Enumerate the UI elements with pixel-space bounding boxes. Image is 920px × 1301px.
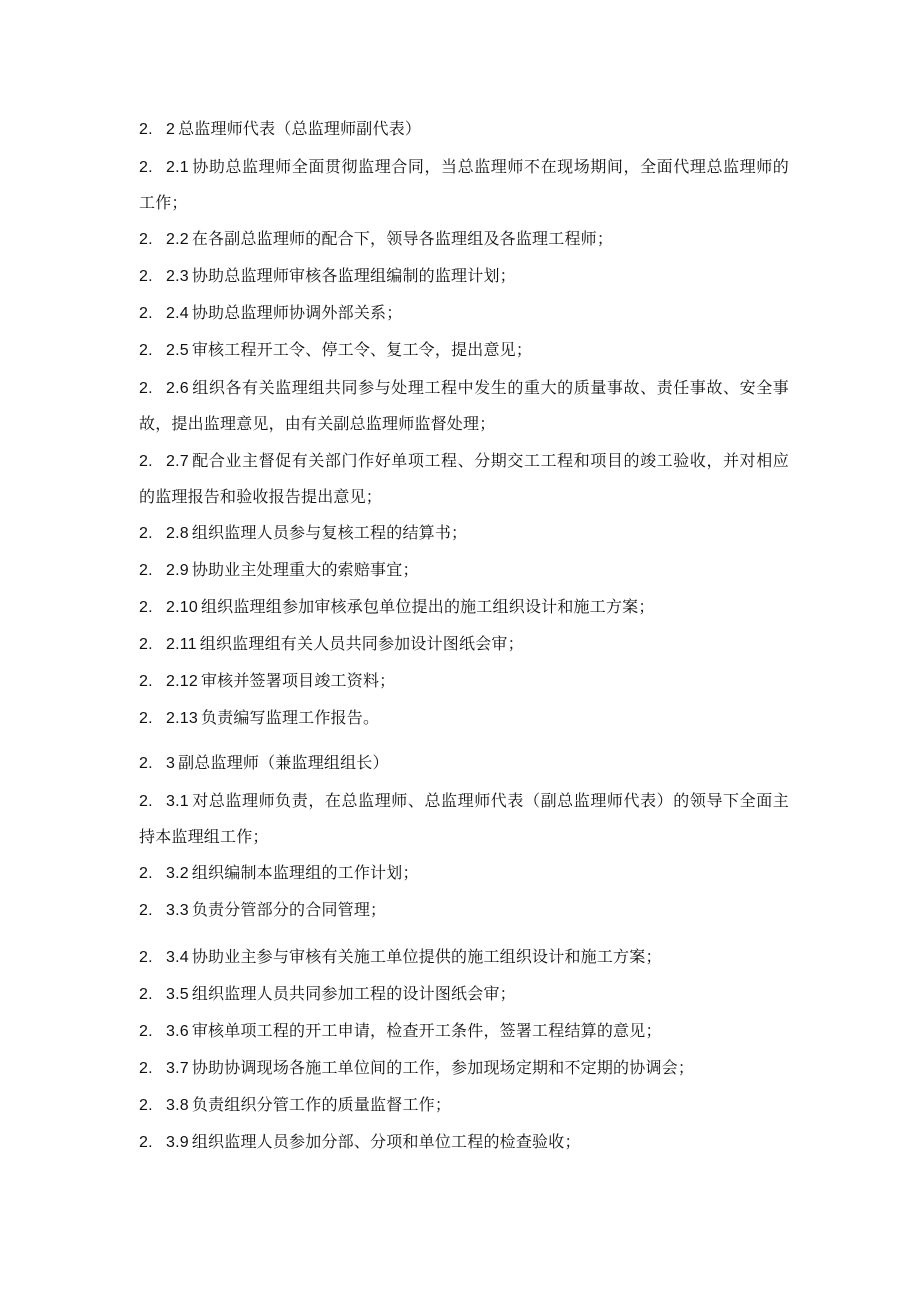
clause-text: 协助总监理师审核各监理组编制的监理计划；: [191, 266, 516, 285]
clause-text: 配合业主督促有关部门作好单项工程、分期交工工程和项目的竣工验收，并对相应的监理报告和验收报告提出意见；: [139, 451, 789, 506]
clause-number: 2.5: [166, 342, 189, 359]
clause-number: 3.8: [166, 1097, 189, 1114]
clause-text: 组织监理人员参加分部、分项和单位工程的检查验收；: [191, 1132, 581, 1151]
clause-number: 3: [166, 755, 176, 772]
clause-prefix: 2.: [139, 121, 153, 138]
clause-2-2-3: [139, 259, 789, 294]
clause-number: 3.5: [166, 986, 189, 1003]
clause-2-3-6: [139, 1014, 789, 1049]
clause-number: 3.6: [166, 1023, 189, 1040]
clause-text: 协助业主处理重大的索赔事宜；: [191, 560, 419, 579]
clause-2-3-2: [139, 856, 789, 891]
clause-number: 3.7: [166, 1060, 189, 1077]
clause-prefix: 2.: [139, 902, 153, 919]
clause-prefix: 2.: [139, 986, 153, 1003]
clause-number: 2.8: [166, 525, 189, 542]
clause-prefix: 2.: [139, 1023, 153, 1040]
clause-prefix: 2.: [139, 1134, 153, 1151]
clause-number: 2.11: [166, 636, 197, 653]
clause-2-3-9: [139, 1125, 789, 1160]
clause-prefix: 2.: [139, 710, 153, 727]
clause-2-3-7: [139, 1051, 789, 1086]
clause-text: 负责组织分管工作的质量监督工作；: [191, 1095, 452, 1114]
clause-text: 协助业主参与审核有关施工单位提供的施工组织设计和施工方案；: [191, 947, 662, 966]
clause-number: 3.9: [166, 1134, 189, 1151]
clause-text: 负责分管部分的合同管理；: [191, 900, 387, 919]
clause-number: 3.1: [166, 793, 189, 810]
section-heading-2-3: [139, 746, 789, 781]
clause-text: 协助总监理师全面贯彻监理合同，当总监理师不在现场期间，全面代理总监理师的工作；: [139, 157, 789, 212]
clause-2-2-13: [139, 701, 789, 736]
clause-prefix: 2.: [139, 599, 153, 616]
clause-text: 对总监理师负责，在总监理师、总监理师代表（副总监理师代表）的领导下全面主持本监理组工作；: [139, 791, 789, 846]
clause-text: 总监理师代表（总监理师副代表）: [178, 119, 422, 138]
clause-prefix: 2.: [139, 305, 153, 322]
clause-prefix: 2.: [139, 268, 153, 285]
clause-prefix: 2.: [139, 453, 153, 470]
clause-number: 3.3: [166, 902, 189, 919]
clause-text: 组织监理组参加审核承包单位提出的施工组织设计和施工方案；: [200, 597, 655, 616]
clause-prefix: 2.: [139, 380, 153, 397]
clause-text: 审核工程开工令、停工令、复工令，提出意见；: [191, 340, 533, 359]
clause-text: 审核并签署项目竣工资料；: [200, 671, 396, 690]
clause-2-2-7: [139, 443, 789, 514]
clause-prefix: 2.: [139, 636, 153, 653]
clause-2-3-4: [139, 940, 789, 975]
clause-text: 协助协调现场各施工单位间的工作，参加现场定期和不定期的协调会；: [191, 1058, 695, 1077]
clause-number: 2.1: [166, 159, 189, 176]
clause-2-3-8: [139, 1088, 789, 1123]
clause-2-2-10: [139, 590, 789, 625]
clause-2-2-4: [139, 296, 789, 331]
clause-number: 2.9: [166, 562, 189, 579]
clause-prefix: 2.: [139, 755, 153, 772]
clause-text: 副总监理师（兼监理组组长）: [178, 753, 389, 772]
clause-text: 协助总监理师协调外部关系；: [191, 303, 403, 322]
clause-number: 2.4: [166, 305, 189, 322]
clause-number: 3.4: [166, 949, 189, 966]
clause-prefix: 2.: [139, 562, 153, 579]
clause-prefix: 2.: [139, 793, 153, 810]
clause-2-2-11: [139, 627, 789, 662]
clause-number: 2.3: [166, 268, 189, 285]
document-body: [139, 112, 789, 1160]
clause-prefix: 2.: [139, 342, 153, 359]
clause-2-2-1: [139, 149, 789, 220]
clause-prefix: 2.: [139, 525, 153, 542]
clause-2-2-5: [139, 333, 789, 368]
clause-number: 2.13: [166, 710, 198, 727]
clause-text: 负责编写监理工作报告。: [200, 708, 380, 727]
clause-text: 组织各有关监理组共同参与处理工程中发生的重大的质量事故、责任事故、安全事故，提出监理意见，由有关副总监理师监督处理；: [139, 378, 789, 433]
clause-number: 3.2: [166, 865, 189, 882]
clause-2-3-5: [139, 977, 789, 1012]
clause-prefix: 2.: [139, 949, 153, 966]
clause-text: 审核单项工程的开工申请，检查开工条件，签署工程结算的意见；: [191, 1021, 662, 1040]
clause-2-2-2: [139, 222, 789, 257]
clause-text: 组织监理人员参与复核工程的结算书；: [191, 523, 468, 542]
clause-text: 组织编制本监理组的工作计划；: [191, 863, 419, 882]
clause-prefix: 2.: [139, 1060, 153, 1077]
clause-prefix: 2.: [139, 865, 153, 882]
clause-2-2-12: [139, 664, 789, 699]
clause-text: 组织监理人员共同参加工程的设计图纸会审；: [191, 984, 516, 1003]
clause-prefix: 2.: [139, 231, 153, 248]
clause-prefix: 2.: [139, 159, 153, 176]
clause-number: 2.10: [166, 599, 198, 616]
clause-2-2-8: [139, 516, 789, 551]
clause-number: 2.12: [166, 673, 198, 690]
clause-prefix: 2.: [139, 673, 153, 690]
clause-number: 2: [166, 121, 176, 138]
section-heading-2-2: [139, 112, 789, 147]
clause-2-2-6: [139, 370, 789, 441]
clause-number: 2.7: [166, 453, 189, 470]
clause-2-3-3: [139, 893, 789, 928]
clause-2-3-1: [139, 783, 789, 854]
clause-2-2-9: [139, 553, 789, 588]
clause-number: 2.6: [166, 380, 189, 397]
clause-number: 2.2: [166, 231, 189, 248]
clause-text: 在各副总监理师的配合下，领导各监理组及各监理工程师；: [191, 229, 614, 248]
clause-prefix: 2.: [139, 1097, 153, 1114]
clause-text: 组织监理组有关人员共同参加设计图纸会审；: [199, 634, 524, 653]
